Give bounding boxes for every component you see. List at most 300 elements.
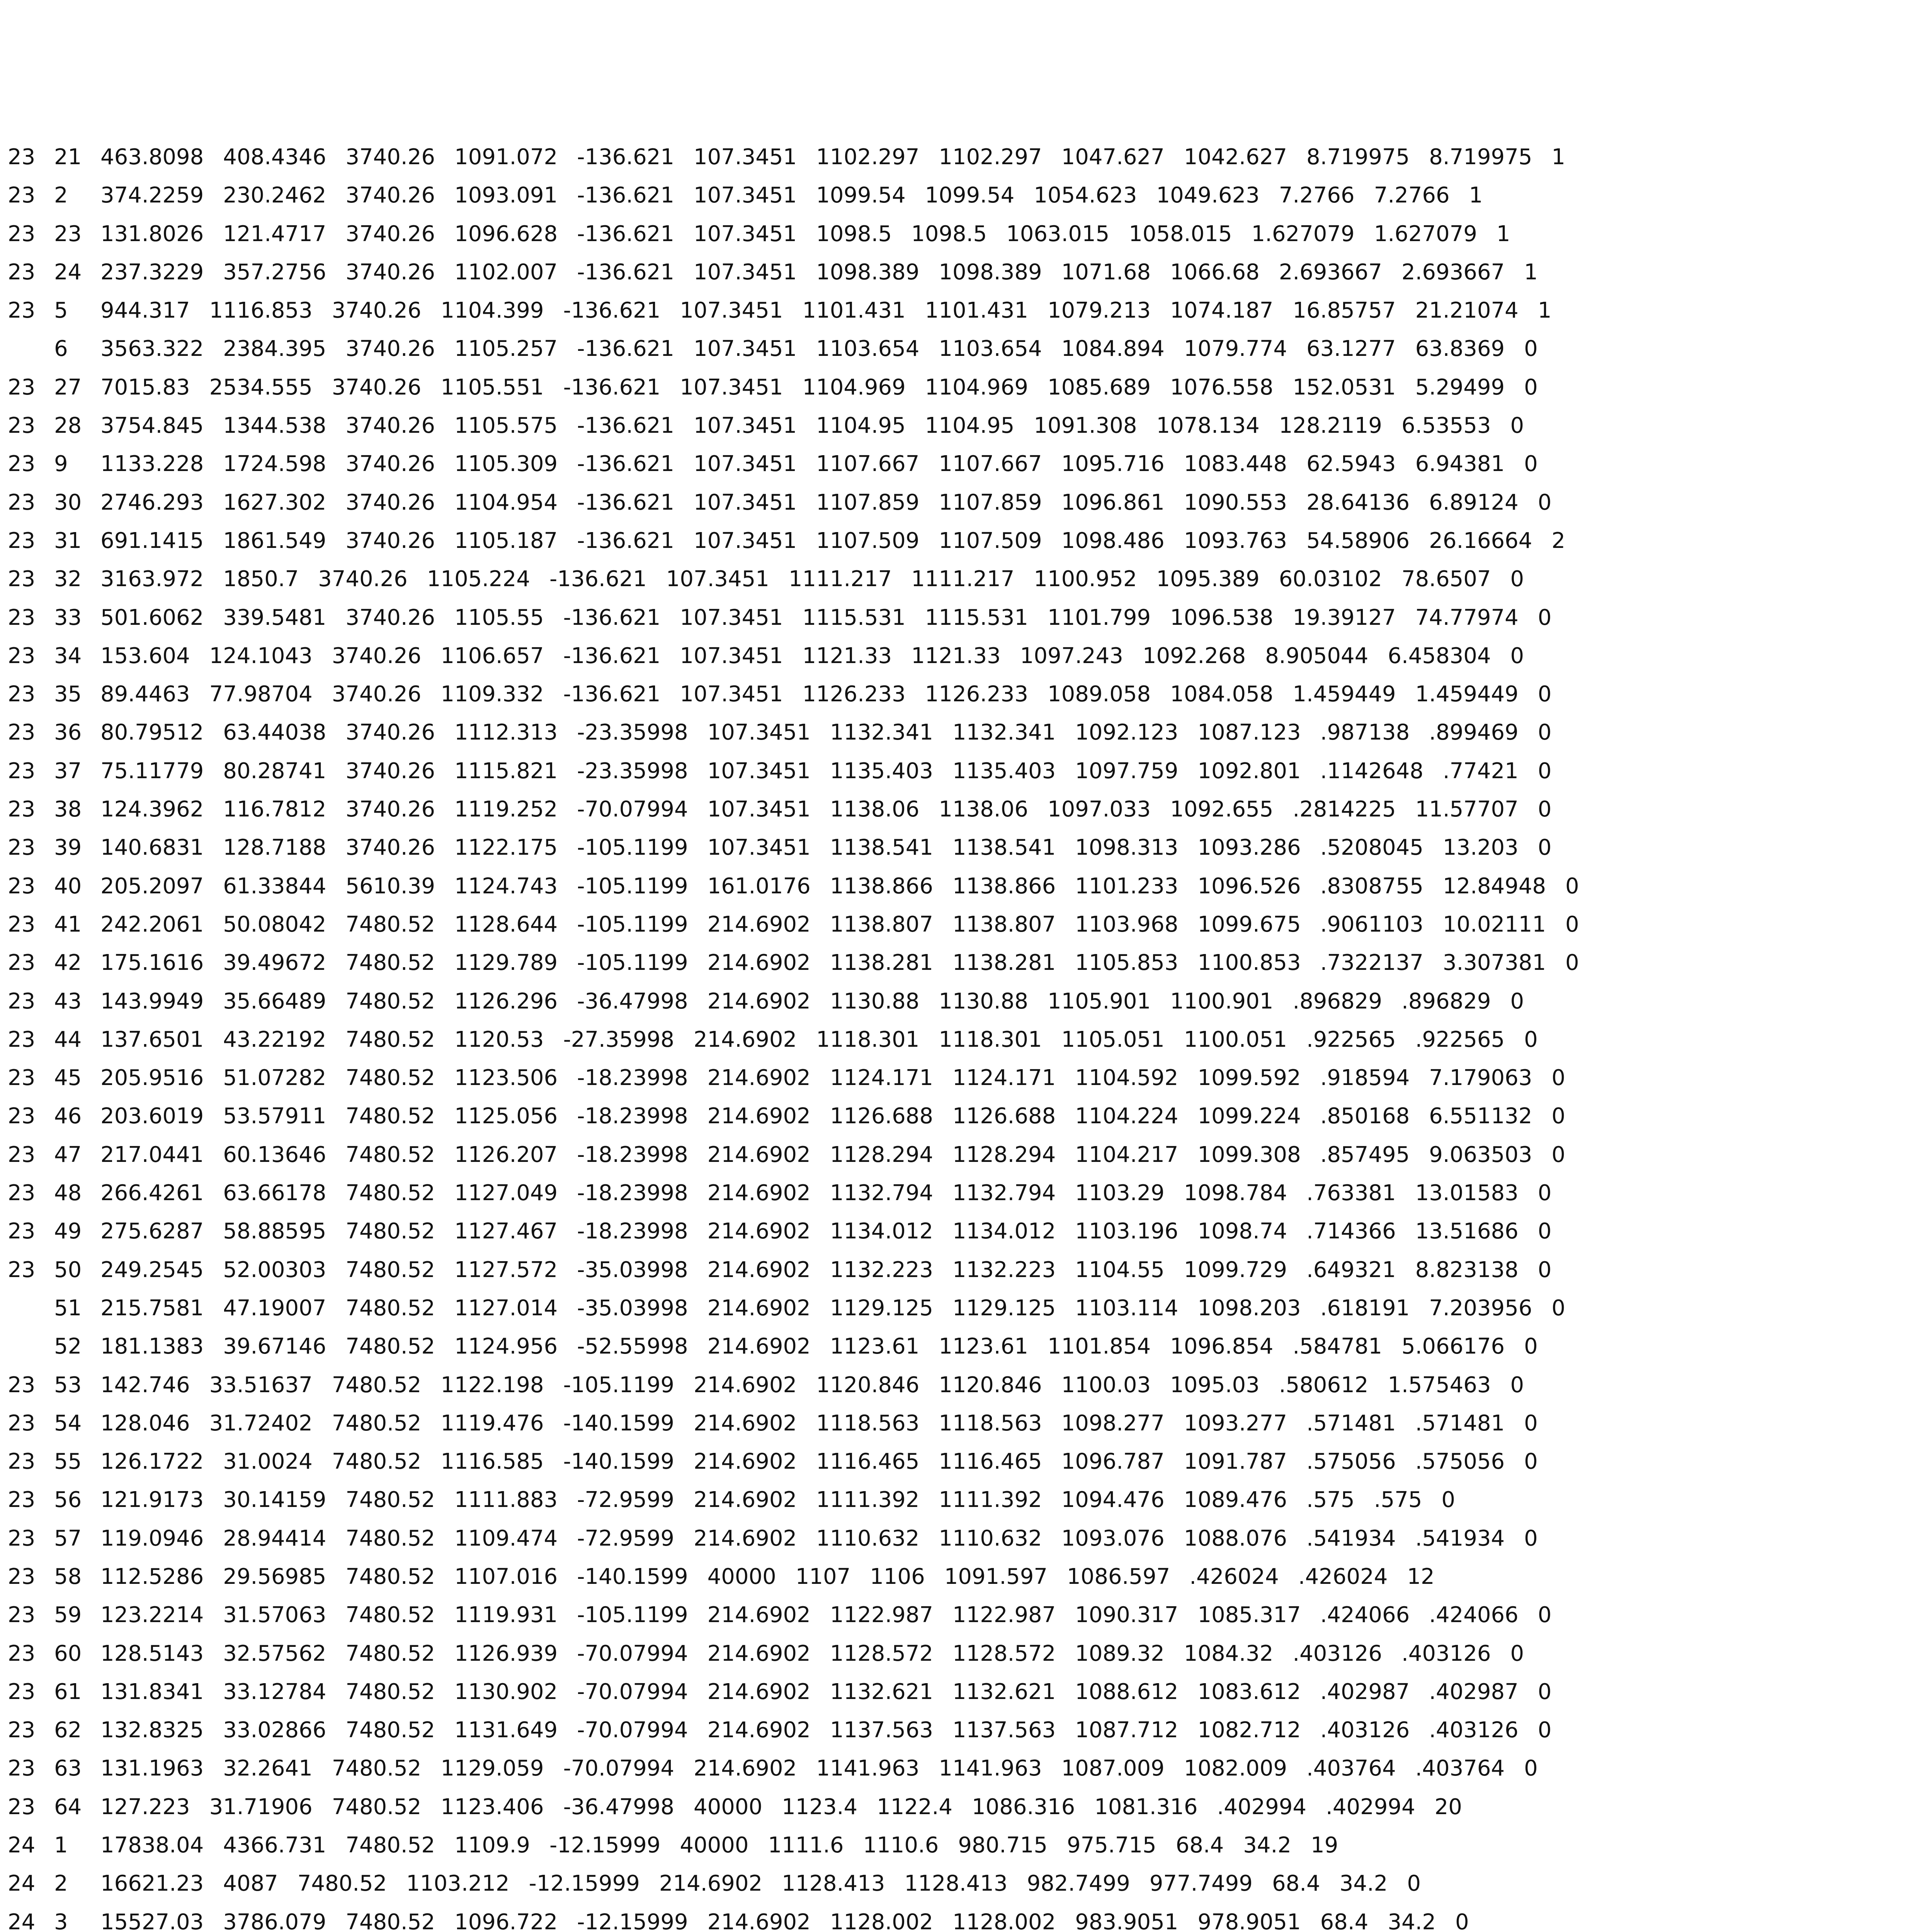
table-cell: 983.9051 <box>1075 1909 1179 1932</box>
table-cell: 1111.392 <box>939 1487 1042 1513</box>
table-cell: 1126.688 <box>830 1104 934 1129</box>
table-cell: 21.21074 <box>1415 298 1519 323</box>
table-cell: 40000 <box>693 1794 763 1820</box>
table-cell: 1088.076 <box>1184 1526 1287 1551</box>
table-cell: 1093.076 <box>1061 1526 1165 1551</box>
table-cell: 214.6902 <box>707 1142 811 1167</box>
table-cell: 1098.389 <box>816 259 920 285</box>
table-cell: 13.203 <box>1442 835 1519 861</box>
table-cell: 1111.217 <box>788 566 892 592</box>
table-cell: 3.307381 <box>1442 950 1546 976</box>
table-row <box>8 1596 1824 1634</box>
table-cell: 23 <box>8 566 36 592</box>
table-cell: 7015.83 <box>100 374 190 400</box>
table-cell: 1099.224 <box>1197 1104 1301 1129</box>
table-cell: 80.79512 <box>100 720 204 745</box>
table-cell: 7.2766 <box>1279 183 1355 208</box>
table-cell: -23.35998 <box>577 720 688 745</box>
table-cell: -70.07994 <box>563 1756 674 1781</box>
table-cell: 1121.33 <box>911 643 1001 668</box>
table-cell: 61 <box>54 1679 82 1704</box>
table-cell: 1088.612 <box>1075 1679 1179 1704</box>
table-row <box>8 1212 1824 1250</box>
table-cell: 123.2214 <box>100 1602 204 1628</box>
table-cell: 23 <box>8 221 36 247</box>
table-cell: 1105.55 <box>454 605 544 630</box>
table-cell: -136.621 <box>563 298 661 323</box>
table-cell: 121.9173 <box>100 1487 204 1513</box>
table-cell: 16621.23 <box>100 1871 204 1896</box>
table-row <box>8 1826 1824 1864</box>
table-cell: 1095.716 <box>1061 451 1165 477</box>
table-cell: -18.23998 <box>577 1065 688 1091</box>
table-cell: 1091.787 <box>1184 1449 1287 1475</box>
table-cell: 1137.563 <box>952 1718 1056 1743</box>
table-cell: 23 <box>8 1794 36 1820</box>
table-row <box>8 1442 1824 1481</box>
table-row <box>8 867 1824 905</box>
table-cell: 7480.52 <box>345 1180 435 1206</box>
table-cell: 23 <box>8 873 36 899</box>
table-cell: 1049.623 <box>1156 183 1260 208</box>
table-cell: 1 <box>54 1833 68 1858</box>
table-cell: -72.9599 <box>577 1526 674 1551</box>
table-cell: 1123.406 <box>440 1794 544 1820</box>
table-cell: 7480.52 <box>345 1219 435 1244</box>
table-cell: 1.627079 <box>1251 221 1355 247</box>
table-cell: 32 <box>54 566 82 592</box>
table-cell: 107.3451 <box>693 451 797 477</box>
table-cell: 1128.002 <box>952 1909 1056 1932</box>
table-cell: 3740.26 <box>345 336 435 362</box>
table-cell: 1094.476 <box>1061 1487 1165 1513</box>
table-cell: .987138 <box>1320 720 1410 745</box>
table-cell: 1089.058 <box>1047 682 1151 707</box>
table-row <box>8 483 1824 522</box>
table-cell: -140.1599 <box>563 1449 674 1475</box>
table-cell: 1 <box>1524 259 1538 285</box>
table-row <box>8 1673 1824 1711</box>
table-cell: 1124.956 <box>454 1334 558 1359</box>
table-cell: 1129.059 <box>440 1756 544 1781</box>
table-cell: 7480.52 <box>332 1756 422 1781</box>
table-cell: 977.7499 <box>1149 1871 1253 1896</box>
table-cell: 1054.623 <box>1034 183 1137 208</box>
table-cell: 1099.729 <box>1184 1257 1287 1282</box>
table-cell: 1103.114 <box>1075 1295 1179 1321</box>
table-cell: -136.621 <box>577 413 674 439</box>
table-cell: 1079.213 <box>1047 298 1151 323</box>
table-cell: 0 <box>1551 1065 1566 1091</box>
table-cell: 7480.52 <box>345 1104 435 1129</box>
table-cell: .426024 <box>1298 1564 1388 1589</box>
table-cell: 214.6902 <box>693 1526 797 1551</box>
table-cell: -27.35998 <box>563 1027 674 1052</box>
table-cell: -70.07994 <box>577 797 688 822</box>
table-cell: 374.2259 <box>100 183 204 208</box>
table-cell: 6 <box>54 336 68 362</box>
table-cell: 1100.853 <box>1197 950 1301 976</box>
table-cell: 215.7581 <box>100 1295 204 1321</box>
table-cell: 1134.012 <box>830 1219 934 1244</box>
table-cell: 107.3451 <box>707 758 811 784</box>
table-cell: 23 <box>8 374 36 400</box>
table-cell: 1101.431 <box>802 298 906 323</box>
numeric-data-table <box>8 138 1824 1932</box>
table-cell: 32.2641 <box>223 1756 313 1781</box>
table-cell: 1119.252 <box>454 797 558 822</box>
table-cell: -136.621 <box>563 643 661 668</box>
table-row <box>8 253 1824 291</box>
table-cell: 408.4346 <box>223 145 327 170</box>
table-cell: 1107 <box>795 1564 851 1589</box>
table-cell: -136.621 <box>549 566 647 592</box>
table-cell: 0 <box>1455 1909 1469 1932</box>
table-cell: 1107.667 <box>939 451 1042 477</box>
table-cell: 1124.171 <box>952 1065 1056 1091</box>
table-cell: .857495 <box>1320 1142 1410 1167</box>
table-cell: -136.621 <box>563 605 661 630</box>
table-cell: 1092.801 <box>1197 758 1301 784</box>
table-cell: 23 <box>54 221 82 247</box>
table-cell: 1098.5 <box>911 221 987 247</box>
table-cell: 23 <box>8 1449 36 1475</box>
table-cell: 1103.654 <box>816 336 920 362</box>
table-cell: 1104.55 <box>1075 1257 1165 1282</box>
table-cell: 64 <box>54 1794 82 1820</box>
table-cell: 1 <box>1496 221 1510 247</box>
table-cell: .575 <box>1306 1487 1355 1513</box>
table-cell: .403126 <box>1429 1718 1519 1743</box>
table-cell: 1 <box>1537 298 1552 323</box>
table-cell: .575056 <box>1306 1449 1396 1475</box>
table-row <box>8 138 1824 176</box>
table-cell: 4366.731 <box>223 1833 327 1858</box>
table-row <box>8 1059 1824 1097</box>
table-cell: 0 <box>1524 1334 1538 1359</box>
table-cell: .580612 <box>1279 1372 1369 1398</box>
table-cell: 32.57562 <box>223 1641 327 1666</box>
table-cell: 63.1277 <box>1306 336 1396 362</box>
table-cell: -105.1199 <box>577 1602 688 1628</box>
table-cell: 33.51637 <box>209 1372 313 1398</box>
table-cell: 0 <box>1524 1410 1538 1436</box>
table-cell: 15527.03 <box>100 1909 204 1932</box>
table-cell: 0 <box>1537 1257 1552 1282</box>
table-cell: 1344.538 <box>223 413 327 439</box>
table-cell: 1130.88 <box>830 988 920 1014</box>
table-cell: 1132.341 <box>952 720 1056 745</box>
table-cell: 19.39127 <box>1293 605 1396 630</box>
table-cell: -105.1199 <box>563 1372 674 1398</box>
table-cell: .402994 <box>1326 1794 1415 1820</box>
table-cell: 42 <box>54 950 82 976</box>
table-cell: 1099.54 <box>925 183 1015 208</box>
table-cell: 1128.413 <box>782 1871 885 1896</box>
table-cell: 1087.123 <box>1197 720 1301 745</box>
table-cell: -18.23998 <box>577 1219 688 1244</box>
table-cell: .922565 <box>1306 1027 1396 1052</box>
table-cell: 7480.52 <box>332 1372 422 1398</box>
table-cell: 1126.939 <box>454 1641 558 1666</box>
table-cell: 1132.341 <box>830 720 934 745</box>
table-cell: 1110.632 <box>816 1526 920 1551</box>
table-cell: 23 <box>8 682 36 707</box>
table-cell: 34 <box>54 643 82 668</box>
table-cell: 175.1616 <box>100 950 204 976</box>
table-cell: 3786.079 <box>223 1909 327 1932</box>
table-cell: 2 <box>54 183 68 208</box>
table-cell: 203.6019 <box>100 1104 204 1129</box>
table-cell: 128.046 <box>100 1410 190 1436</box>
table-cell: -52.55998 <box>577 1334 688 1359</box>
table-cell: 0 <box>1537 797 1552 822</box>
table-cell: .649321 <box>1306 1257 1396 1282</box>
table-cell: -18.23998 <box>577 1142 688 1167</box>
table-cell: 23 <box>8 413 36 439</box>
table-cell: 1123.61 <box>830 1334 920 1359</box>
table-cell: .403764 <box>1306 1756 1396 1781</box>
table-cell: 1076.558 <box>1170 374 1274 400</box>
table-cell: 52 <box>54 1334 82 1359</box>
table-cell: 80.28741 <box>223 758 327 784</box>
table-cell: 1074.187 <box>1170 298 1274 323</box>
table-cell: 1132.794 <box>952 1180 1056 1206</box>
table-cell: 121.4717 <box>223 221 327 247</box>
table-cell: -36.47998 <box>577 988 688 1014</box>
table-cell: 1097.033 <box>1047 797 1151 822</box>
table-cell: 23 <box>8 1180 36 1206</box>
table-cell: 30 <box>54 490 82 515</box>
table-cell: .584781 <box>1293 1334 1382 1359</box>
table-cell: 37 <box>54 758 82 784</box>
table-cell: 31.57063 <box>223 1602 327 1628</box>
table-row <box>8 1558 1824 1596</box>
table-cell: 23 <box>8 1372 36 1398</box>
table-cell: 1099.308 <box>1197 1142 1301 1167</box>
table-cell: 3163.972 <box>100 566 204 592</box>
table-cell: 45 <box>54 1065 82 1091</box>
table-cell: -140.1599 <box>563 1410 674 1436</box>
table-cell: 1138.866 <box>952 873 1056 899</box>
table-cell: .896829 <box>1401 988 1491 1014</box>
table-cell: 357.2756 <box>223 259 327 285</box>
table-cell: -136.621 <box>577 221 674 247</box>
table-cell: 33.12784 <box>223 1679 327 1704</box>
table-cell: 124.3962 <box>100 797 204 822</box>
table-cell: 1111.6 <box>768 1833 844 1858</box>
table-cell: 230.2462 <box>223 183 327 208</box>
table-cell: 1093.286 <box>1197 835 1301 861</box>
table-cell: 28.64136 <box>1306 490 1410 515</box>
table-cell: 1101.233 <box>1075 873 1179 899</box>
table-cell: -136.621 <box>577 145 674 170</box>
table-cell: 0 <box>1537 1180 1552 1206</box>
table-cell: 1104.969 <box>925 374 1028 400</box>
table-cell: 1124.171 <box>830 1065 934 1091</box>
table-cell: 205.2097 <box>100 873 204 899</box>
table-cell: 7480.52 <box>345 1027 435 1052</box>
table-cell: .1142648 <box>1320 758 1423 784</box>
table-cell: 55 <box>54 1449 82 1475</box>
table-cell: 0 <box>1537 1718 1552 1743</box>
table-row <box>8 1788 1824 1826</box>
table-cell: -105.1199 <box>577 912 688 937</box>
table-cell: 1081.316 <box>1094 1794 1198 1820</box>
table-cell: 6.94381 <box>1415 451 1505 477</box>
table-cell: 3740.26 <box>332 298 422 323</box>
table-cell: 6.458304 <box>1388 643 1491 668</box>
table-row <box>8 1020 1824 1059</box>
table-cell: 61.33844 <box>223 873 327 899</box>
table-cell: 214.6902 <box>693 1410 797 1436</box>
table-cell: 1120.53 <box>454 1027 544 1052</box>
table-cell: 52.00303 <box>223 1257 327 1282</box>
table-cell: 0 <box>1537 1219 1552 1244</box>
table-row <box>8 406 1824 445</box>
table-cell: 978.9051 <box>1197 1909 1301 1932</box>
table-cell: 1084.894 <box>1061 336 1165 362</box>
table-cell: 13.01583 <box>1415 1180 1519 1206</box>
table-cell: 63 <box>54 1756 82 1781</box>
table-cell: 77.98704 <box>209 682 313 707</box>
table-cell: 107.3451 <box>680 682 783 707</box>
table-cell: 1085.317 <box>1197 1602 1301 1628</box>
table-row <box>8 713 1824 752</box>
table-cell: 0 <box>1537 490 1552 515</box>
table-cell: 944.317 <box>100 298 190 323</box>
table-cell: 181.1383 <box>100 1334 204 1359</box>
table-cell: 1122.987 <box>830 1602 934 1628</box>
table-cell: 214.6902 <box>707 1065 811 1091</box>
table-cell: 5 <box>54 298 68 323</box>
table-cell: 1096.526 <box>1197 873 1301 899</box>
table-cell: 1096.722 <box>454 1909 558 1932</box>
table-cell: 6.551132 <box>1429 1104 1532 1129</box>
table-cell: 5610.39 <box>345 873 435 899</box>
table-cell: 1126.207 <box>454 1142 558 1167</box>
table-cell: 1084.32 <box>1184 1641 1274 1666</box>
table-cell: 1103.29 <box>1075 1180 1165 1206</box>
table-cell: 1105.224 <box>427 566 530 592</box>
table-cell: 3 <box>54 1909 68 1932</box>
table-cell: 1115.531 <box>802 605 906 630</box>
table-cell: 31.71906 <box>209 1794 313 1820</box>
table-cell: 214.6902 <box>693 1372 797 1398</box>
table-cell: 161.0176 <box>707 873 811 899</box>
table-row <box>8 1634 1824 1673</box>
table-cell: 23 <box>8 451 36 477</box>
table-cell: 0 <box>1537 682 1552 707</box>
table-cell: 0 <box>1537 1602 1552 1628</box>
table-cell: 1098.5 <box>816 221 892 247</box>
table-cell: 1 <box>1469 183 1483 208</box>
table-cell: 1082.009 <box>1184 1756 1287 1781</box>
table-cell: 49 <box>54 1219 82 1244</box>
table-cell: .77421 <box>1442 758 1519 784</box>
table-cell: 214.6902 <box>693 1027 797 1052</box>
table-cell: 2384.395 <box>223 336 327 362</box>
table-cell: 3754.845 <box>100 413 204 439</box>
table-cell: 47.19007 <box>223 1295 327 1321</box>
table-cell: .541934 <box>1306 1526 1396 1551</box>
table-cell: 1092.123 <box>1075 720 1179 745</box>
table-cell: 1138.281 <box>952 950 1056 976</box>
table-row <box>8 176 1824 214</box>
table-cell: 1127.467 <box>454 1219 558 1244</box>
table-cell: 1132.794 <box>830 1180 934 1206</box>
table-cell: 214.6902 <box>707 988 811 1014</box>
table-cell: 1126.233 <box>802 682 906 707</box>
table-cell: 3740.26 <box>345 605 435 630</box>
table-cell: -136.621 <box>563 374 661 400</box>
table-cell: 50 <box>54 1257 82 1282</box>
table-cell: 217.0441 <box>100 1142 204 1167</box>
table-cell: 1134.012 <box>952 1219 1056 1244</box>
table-cell: 7480.52 <box>345 1564 435 1589</box>
table-cell: 23 <box>8 145 36 170</box>
table-cell: 214.6902 <box>693 1756 797 1781</box>
table-row <box>8 368 1824 406</box>
table-cell: 34.2 <box>1243 1833 1291 1858</box>
table-cell: 1138.541 <box>952 835 1056 861</box>
table-cell: 3563.322 <box>100 336 204 362</box>
table-cell: 975.715 <box>1067 1833 1156 1858</box>
table-cell: 1093.091 <box>454 183 558 208</box>
table-cell: 1 <box>1551 145 1566 170</box>
table-cell: 23 <box>8 259 36 285</box>
table-cell: 1122.175 <box>454 835 558 861</box>
table-cell: 6.53553 <box>1401 413 1491 439</box>
table-cell: 1071.68 <box>1061 259 1151 285</box>
table-cell: 54 <box>54 1410 82 1436</box>
table-cell: 0 <box>1510 413 1524 439</box>
table-cell: 107.3451 <box>707 797 811 822</box>
table-cell: 23 <box>8 1756 36 1781</box>
table-cell: 107.3451 <box>693 221 797 247</box>
table-cell: 78.6507 <box>1401 566 1491 592</box>
table-cell: 1098.313 <box>1075 835 1179 861</box>
table-cell: -105.1199 <box>577 835 688 861</box>
table-cell: 1092.655 <box>1170 797 1274 822</box>
table-cell: .763381 <box>1306 1180 1396 1206</box>
table-cell: 23 <box>8 643 36 668</box>
table-row <box>8 1136 1824 1174</box>
table-cell: 34.2 <box>1388 1909 1436 1932</box>
table-cell: 8.823138 <box>1415 1257 1519 1282</box>
table-cell: 1100.901 <box>1170 988 1274 1014</box>
table-cell: 1104.954 <box>454 490 558 515</box>
table-cell: 39.49672 <box>223 950 327 976</box>
table-cell: 143.9949 <box>100 988 204 1014</box>
table-cell: 7480.52 <box>345 1487 435 1513</box>
table-cell: 1100.051 <box>1184 1027 1287 1052</box>
table-cell: 23 <box>8 1219 36 1244</box>
table-cell: .403764 <box>1415 1756 1505 1781</box>
table-cell: 23 <box>8 1679 36 1704</box>
table-cell: 1066.68 <box>1170 259 1260 285</box>
table-cell: 31.0024 <box>223 1449 313 1475</box>
table-cell: 1128.413 <box>904 1871 1008 1896</box>
table-cell: 1107.859 <box>816 490 920 515</box>
table-cell: 28 <box>54 413 82 439</box>
table-cell: 2 <box>54 1871 68 1896</box>
table-cell: 1130.88 <box>939 988 1028 1014</box>
table-cell: 1079.774 <box>1184 336 1287 362</box>
table-cell: 1627.302 <box>223 490 327 515</box>
table-cell: 214.6902 <box>707 1679 811 1704</box>
table-cell: 1127.049 <box>454 1180 558 1206</box>
